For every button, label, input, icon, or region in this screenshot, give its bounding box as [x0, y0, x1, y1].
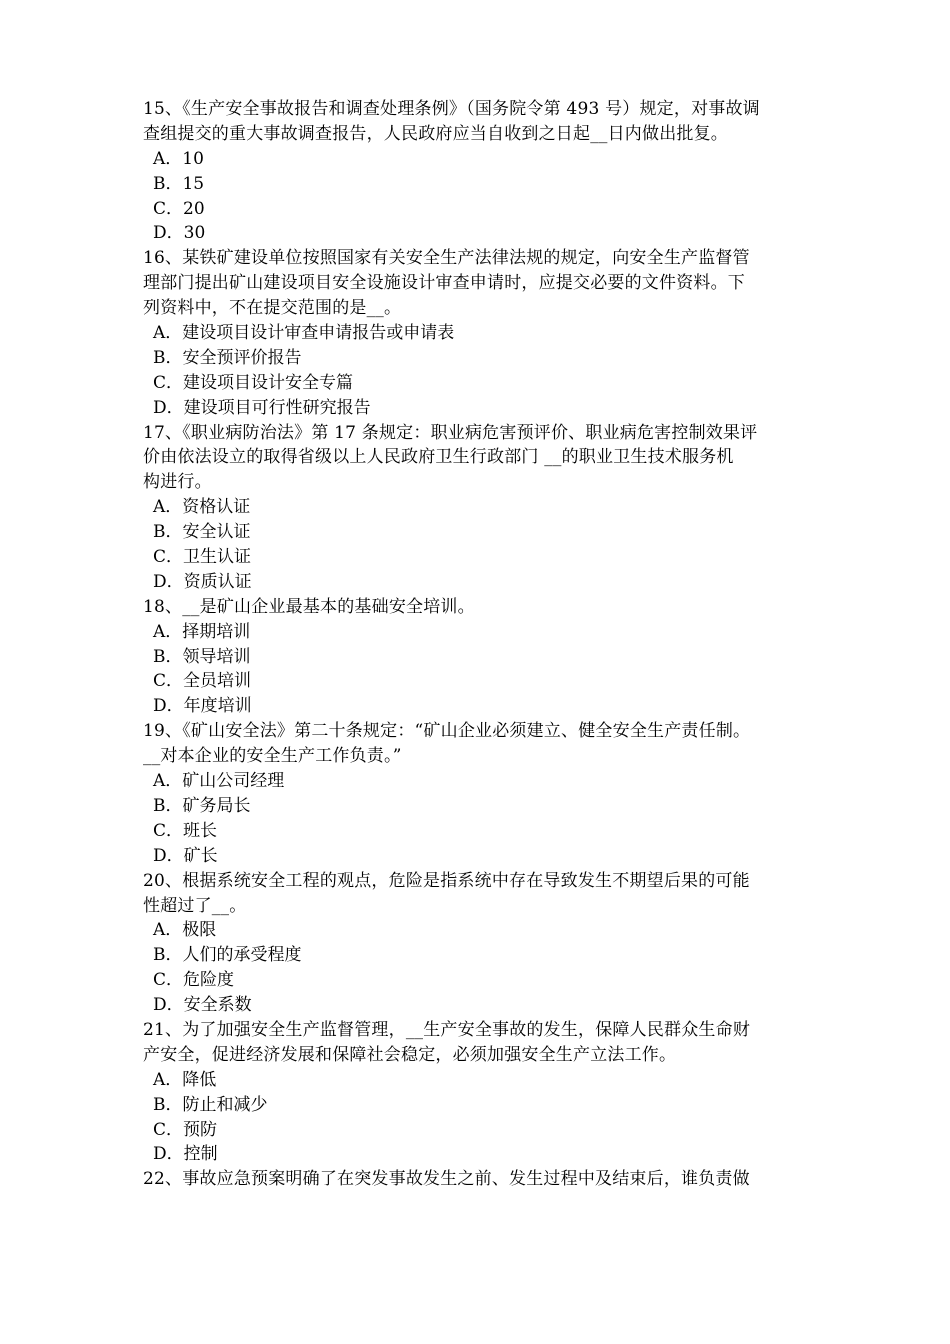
- question-text: [143, 421, 815, 496]
- option-a: A．极限: [153, 920, 217, 941]
- option-a: A．择期培训: [153, 621, 251, 642]
- question-15: [143, 97, 815, 246]
- question-text: [143, 246, 815, 321]
- question-20: [143, 869, 815, 1018]
- option-d: D．30: [153, 223, 206, 244]
- question-line: 性超过了__。: [143, 895, 247, 916]
- question-line: 构进行。: [143, 472, 212, 493]
- question-line: 理部门提出矿山建设项目安全设施设计审查申请时，应提交必要的文件资料。下: [143, 273, 745, 294]
- option-c: C．预防: [153, 1119, 218, 1140]
- question-22: [143, 1167, 815, 1192]
- question-text: [143, 869, 815, 919]
- question-text: [143, 719, 815, 769]
- question-line: 21、为了加强安全生产监督管理，__生产安全事故的发生，保障人民群众生命财: [143, 1019, 751, 1040]
- option-d: D．建设项目可行性研究报告: [153, 397, 371, 418]
- option-a: A．降低: [153, 1069, 217, 1090]
- question-line: 19、《矿山安全法》第二十条规定：“矿山企业必须建立、健全安全生产责任制。: [143, 721, 751, 742]
- option-b: B．人们的承受程度: [153, 945, 302, 966]
- option-c: C．20: [153, 198, 205, 219]
- option-b: B．安全预评价报告: [153, 347, 302, 368]
- option-b: B．安全认证: [153, 522, 251, 543]
- question-line: 价由依法设立的取得省级以上人民政府卫生行政部门 __的职业卫生技术服务机: [143, 447, 734, 468]
- question-21: [143, 1018, 815, 1167]
- option-a: A．资格认证: [153, 497, 251, 518]
- question-text: [143, 1018, 815, 1068]
- option-d: D．资质认证: [153, 571, 252, 592]
- option-b: B．防止和减少: [153, 1094, 268, 1115]
- question-16: [143, 246, 815, 420]
- option-d: D．安全系数: [153, 995, 252, 1016]
- question-17: [143, 421, 815, 595]
- question-line: 16、某铁矿建设单位按照国家有关安全生产法律法规的规定，向安全生产监督管: [143, 248, 750, 269]
- question-text: [143, 1167, 815, 1192]
- question-line: 产安全，促进经济发展和保障社会稳定，必须加强安全生产立法工作。: [143, 1044, 677, 1065]
- option-d: D．矿长: [153, 845, 218, 866]
- option-b: B．矿务局长: [153, 795, 251, 816]
- option-d: D．控制: [153, 1144, 218, 1165]
- question-line: 18、__是矿山企业最基本的基础安全培训。: [143, 596, 475, 617]
- question-line: 列资料中，不在提交范围的是__。: [143, 298, 402, 319]
- question-line: __对本企业的安全生产工作负责。”: [143, 746, 402, 767]
- option-b: B．15: [153, 173, 205, 194]
- option-a: A．建设项目设计审查申请报告或申请表: [153, 323, 455, 344]
- option-c: C．危险度: [153, 970, 235, 991]
- option-c: C．建设项目设计安全专篇: [153, 372, 354, 393]
- question-text: [143, 595, 815, 620]
- question-line: 22、事故应急预案明确了在突发事故发生之前、发生过程中及结束后，谁负责做: [143, 1169, 750, 1190]
- question-line: 20、根据系统安全工程的观点，危险是指系统中存在导致发生不期望后果的可能: [143, 870, 750, 891]
- document-page: [143, 97, 815, 1192]
- option-b: B．领导培训: [153, 646, 251, 667]
- option-a: A．10: [153, 148, 204, 169]
- option-c: C．班长: [153, 820, 218, 841]
- option-d: D．年度培训: [153, 696, 252, 717]
- option-c: C．全员培训: [153, 671, 252, 692]
- question-18: [143, 595, 815, 719]
- question-text: [143, 97, 815, 147]
- option-a: A．矿山公司经理: [153, 771, 285, 792]
- question-19: [143, 719, 815, 868]
- question-line: 17、《职业病防治法》第 17 条规定：职业病危害预评价、职业病危害控制效果评: [143, 422, 758, 443]
- option-c: C．卫生认证: [153, 547, 252, 568]
- question-line: 查组提交的重大事故调查报告，人民政府应当自收到之日起__日内做出批复。: [143, 123, 728, 144]
- question-line: 15、《生产安全事故报告和调查处理条例》（国务院令第 493 号）规定，对事故调: [143, 99, 760, 119]
